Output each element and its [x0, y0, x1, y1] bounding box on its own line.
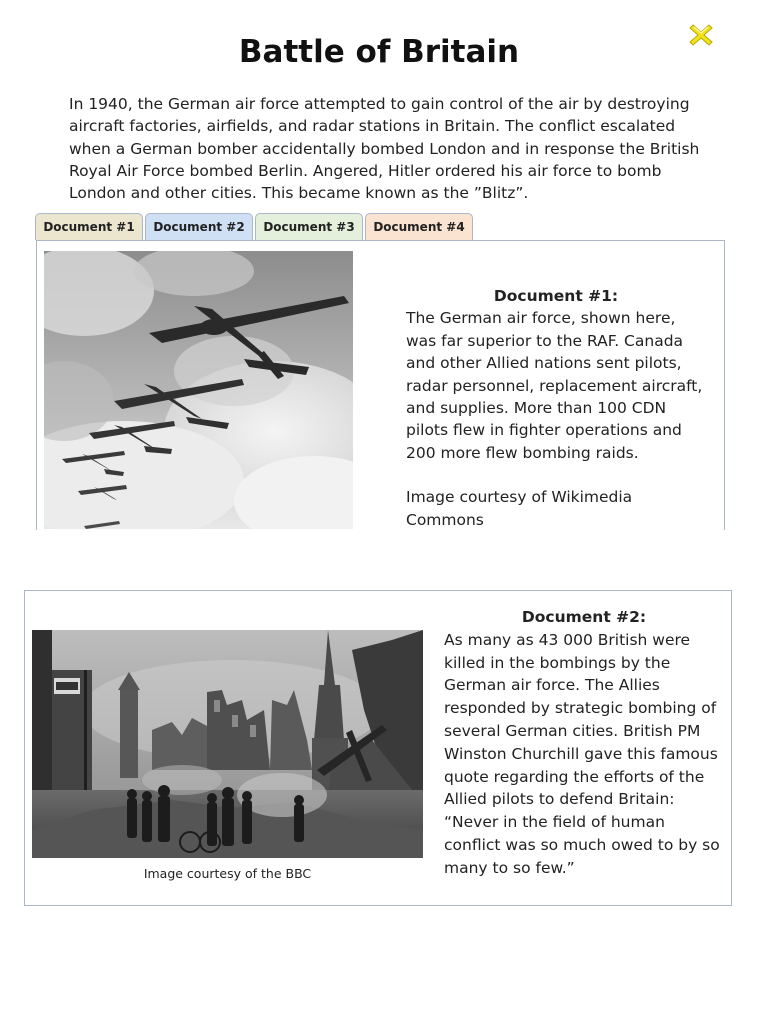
document-2-panel: [24, 590, 732, 906]
tab-document-1[interactable]: Document #1: [35, 213, 143, 240]
close-button[interactable]: [688, 22, 714, 48]
document-2-credit: Image courtesy of the BBC: [143, 866, 312, 881]
german-bombers-photo: [44, 251, 353, 529]
intro-paragraph: In 1940, the German air force attempted to gain control of the air by destroying aircraft factories, airfields, and radar stations in Britain. The conflict escalated when a German bomber accidentally bombed London and in response the British Royal Air Force bombed Berlin. Angered, Hitler ordered his air force to bomb London and other cities. This became known as the ”Blitz”.: [69, 95, 700, 203]
document-1-text: [406, 285, 706, 531]
document-1-body: The German air force, shown here, was far superior to the RAF. Canada and other Allied nations sent pilots, radar personnel, replacement aircraft, and supplies. More than 100 CDN pilots flew in fighter operations and 200 more flew bombing raids.: [406, 309, 703, 462]
close-icon: [688, 22, 714, 48]
page-title: Battle of Britain: [238, 34, 520, 70]
document-2-body: As many as 43 000 British were killed in the bombings by the German air force. The Allies responded by strategic bombing of several German cities. British PM Winston Churchill gave this famous quote regarding the efforts of the Allied pilots to defend Britain: “Never in the field of human conflict was so much owed to by so many to so few.”: [444, 630, 720, 877]
document-2-heading: Document #2:: [521, 608, 647, 626]
document-2-text: [444, 606, 724, 880]
document-1-panel: [36, 240, 725, 530]
bombed-city-street-photo: [32, 630, 423, 858]
document-1-credit: Image courtesy of Wikimedia Commons: [406, 488, 633, 529]
tab-document-4[interactable]: Document #4: [365, 213, 473, 240]
tab-document-3[interactable]: Document #3: [255, 213, 363, 240]
document-1-heading: Document #1:: [493, 287, 619, 305]
tab-document-2[interactable]: Document #2: [145, 213, 253, 240]
